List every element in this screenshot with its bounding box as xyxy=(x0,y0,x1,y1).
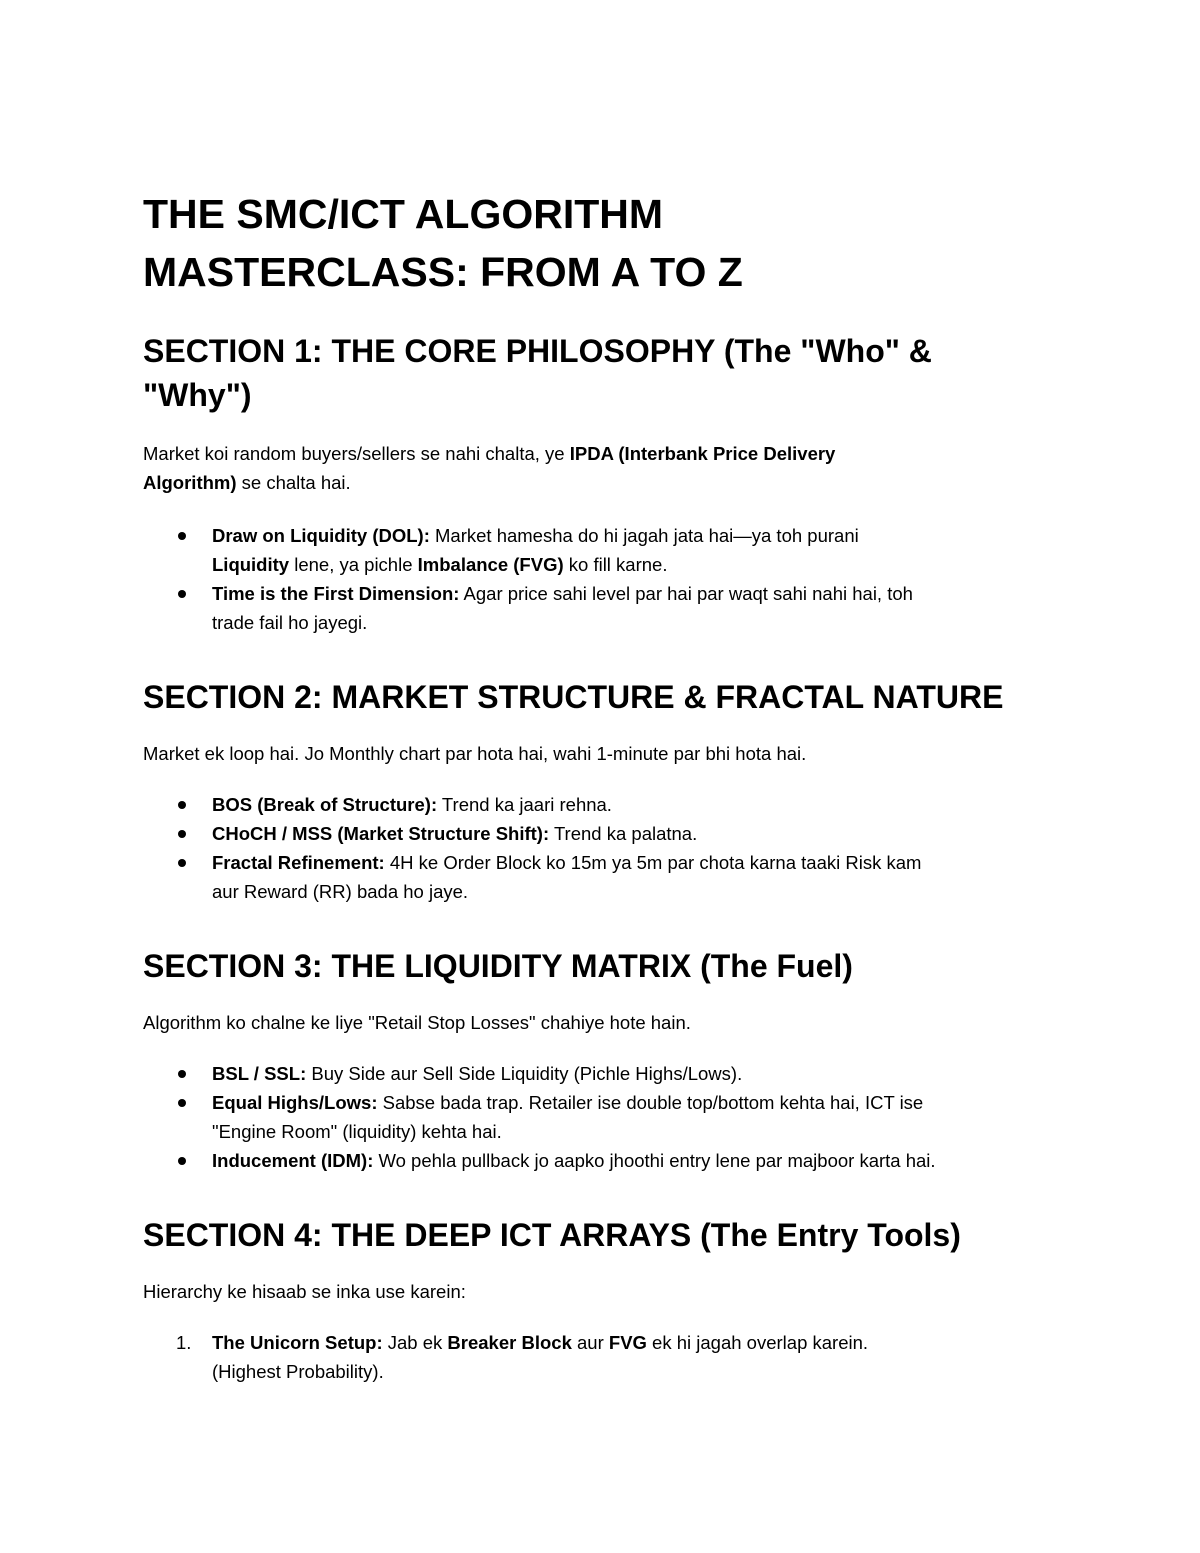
section-1-heading: SECTION 1: THE CORE PHILOSOPHY (The "Who" & "Why") xyxy=(143,333,932,413)
bullet-icon xyxy=(178,801,186,809)
section-2-heading: SECTION 2: MARKET STRUCTURE & FRACTAL NATURE xyxy=(143,679,1004,715)
bullet-icon xyxy=(178,859,186,867)
document-title: THE SMC/ICT ALGORITHM MASTERCLASS: FROM A TO Z xyxy=(143,191,743,295)
section-1-list xyxy=(143,521,1073,637)
document-body xyxy=(143,185,1073,1386)
bullet-icon xyxy=(178,532,186,540)
list-number: 1. xyxy=(176,1332,192,1353)
list-item: Equal Highs/Lows: Sabse bada trap. Retailer ise double top/bottom kehta hai, ICT ise "Engine Room" (liquidity) kehta hai. xyxy=(143,1088,1073,1146)
list-item: Time is the First Dimension: Agar price sahi level par hai par waqt sahi nahi hai, toh trade fail ho jayegi. xyxy=(143,579,1073,637)
section-2-intro: Market ek loop hai. Jo Monthly chart par hota hai, wahi 1-minute par bhi hota hai. xyxy=(143,743,807,764)
list-item: Inducement (IDM): Wo pehla pullback jo aapko jhoothi entry lene par majboor karta hai. xyxy=(143,1146,1073,1175)
section-4-heading: SECTION 4: THE DEEP ICT ARRAYS (The Entry Tools) xyxy=(143,1217,961,1253)
bullet-icon xyxy=(178,1099,186,1107)
bullet-icon xyxy=(178,1070,186,1078)
list-item: 1. The Unicorn Setup: Jab ek Breaker Block aur FVG ek hi jagah overlap karein. (Highest Probability). xyxy=(143,1328,1073,1386)
bullet-icon xyxy=(178,590,186,598)
section-3-list xyxy=(143,1059,1073,1175)
list-item: Fractal Refinement: 4H ke Order Block ko 15m ya 5m par chota karna taaki Risk kam aur Reward (RR) bada ho jaye. xyxy=(143,848,1073,906)
section-3-intro: Algorithm ko chalne ke liye "Retail Stop Losses" chahiye hote hain. xyxy=(143,1012,691,1033)
section-2-list xyxy=(143,790,1073,906)
section-3-heading: SECTION 3: THE LIQUIDITY MATRIX (The Fuel) xyxy=(143,948,853,984)
bullet-icon xyxy=(178,1157,186,1165)
list-item: CHoCH / MSS (Market Structure Shift): Trend ka palatna. xyxy=(143,819,1073,848)
section-4-intro: Hierarchy ke hisaab se inka use karein: xyxy=(143,1281,466,1302)
list-item: Draw on Liquidity (DOL): Market hamesha do hi jagah jata hai—ya toh purani Liquidity lene, ya pichle Imbalance (FVG) ko fill karne. xyxy=(143,521,1073,579)
section-1-intro: Market koi random buyers/sellers se nahi chalta, ye IPDA (Interbank Price Delivery Algorithm) se chalta hai. xyxy=(143,443,836,493)
list-item: BSL / SSL: Buy Side aur Sell Side Liquidity (Pichle Highs/Lows). xyxy=(143,1059,1073,1088)
bullet-icon xyxy=(178,830,186,838)
section-4-list xyxy=(143,1328,1073,1386)
list-item: BOS (Break of Structure): Trend ka jaari rehna. xyxy=(143,790,1073,819)
